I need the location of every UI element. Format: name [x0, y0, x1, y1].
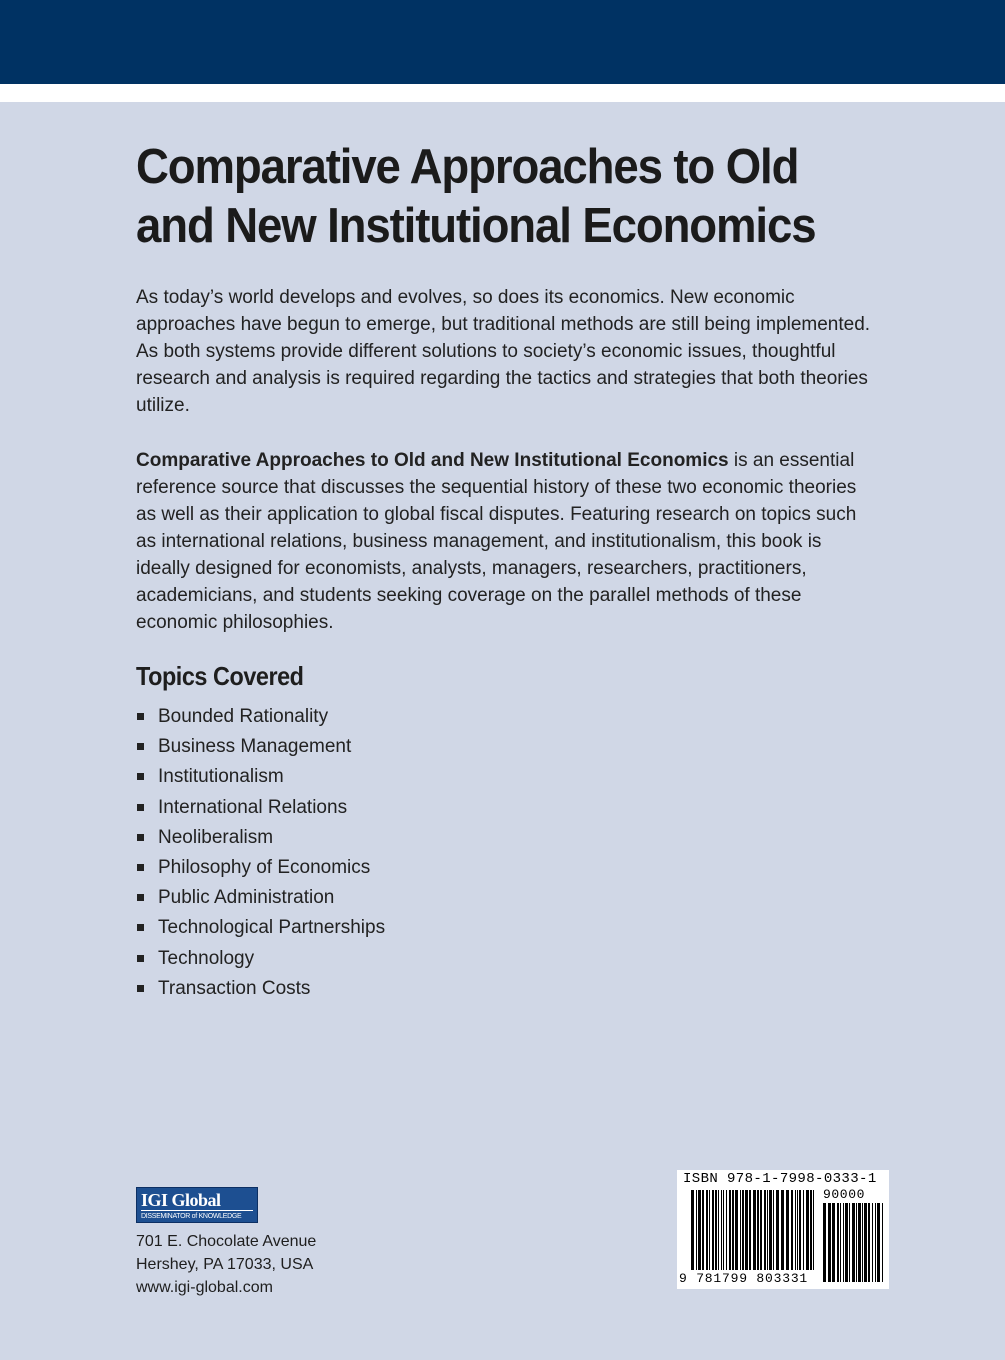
topic-item: [136, 974, 385, 1004]
bullet-icon: [137, 743, 144, 750]
top-color-band: [0, 0, 1005, 84]
topic-item: [136, 944, 385, 974]
logo-rule: [141, 1210, 253, 1211]
isbn-barcode: [677, 1170, 889, 1289]
topic-item: [136, 762, 385, 792]
topic-item: [136, 793, 385, 823]
topics-list: [136, 702, 385, 1004]
topic-item: [136, 732, 385, 762]
topic-item: [136, 913, 385, 943]
publisher-website: www.igi-global.com: [136, 1279, 273, 1296]
barcode-addon-number: 90000: [823, 1187, 866, 1202]
bullet-icon: [137, 955, 144, 962]
bullet-icon: [137, 924, 144, 931]
topic-item: [136, 702, 385, 732]
topic-label: Transaction Costs: [158, 977, 311, 999]
topic-label: Neoliberalism: [158, 826, 274, 848]
description-paragraph-2: [136, 447, 871, 636]
topic-item: [136, 823, 385, 853]
topic-label: Public Administration: [158, 887, 335, 909]
topic-label: Institutionalism: [158, 766, 284, 788]
topic-item: [136, 853, 385, 883]
topic-label: International Relations: [158, 796, 348, 818]
bullet-icon: [137, 834, 144, 841]
barcode-ean-digits: 9 781799 803331: [679, 1271, 809, 1286]
topic-label: Business Management: [158, 736, 352, 758]
address-line-2: Hershey, PA 17033, USA: [136, 1256, 314, 1273]
topic-item: [136, 883, 385, 913]
isbn-label: ISBN 978-1-7998-0333-1: [683, 1171, 877, 1187]
logo-text: IGI Global: [141, 1190, 221, 1210]
topic-label: Technological Partnerships: [158, 917, 386, 939]
topic-label: Bounded Rationality: [158, 706, 329, 727]
igi-global-logo: [136, 1187, 258, 1223]
address-line-1: 701 E. Chocolate Avenue: [136, 1233, 317, 1250]
bullet-icon: [137, 804, 144, 811]
topic-label: Technology: [158, 947, 255, 969]
bullet-icon: [137, 864, 144, 871]
book-title: Comparative Approaches to Old and New Institutional Economics: [136, 140, 816, 253]
description-rest: is an essential reference source that discusses the sequential history of these two economic theories as well as their application to global fiscal disputes. Featuring research on topics such as international relations, business management, and institutionalism, this book is ideally designed for economists, analysts, managers, researchers, practitioners, academicians, and students seeking coverage on the parallel methods of these economic philosophies.: [136, 450, 857, 633]
topics-heading: Topics Covered: [136, 661, 304, 691]
description-paragraph-1: As today’s world develops and evolves, so does its economics. New economic approaches have begun to emerge, but traditional methods are still being implemented. As both systems provide different solutions to society’s economic issues, thoughtful research and analysis is required regarding the tactics and strategies that both theories utilize.: [136, 287, 871, 416]
bullet-icon: [137, 985, 144, 992]
bullet-icon: [137, 894, 144, 901]
bullet-icon: [137, 713, 144, 720]
description-bold-title: Comparative Approaches to Old and New Institutional Economics: [136, 450, 729, 471]
bullet-icon: [137, 773, 144, 780]
logo-tagline: DISSEMINATOR of KNOWLEDGE: [141, 1213, 242, 1220]
publisher-address: [136, 1230, 316, 1299]
topic-label: Philosophy of Economics: [158, 856, 371, 878]
